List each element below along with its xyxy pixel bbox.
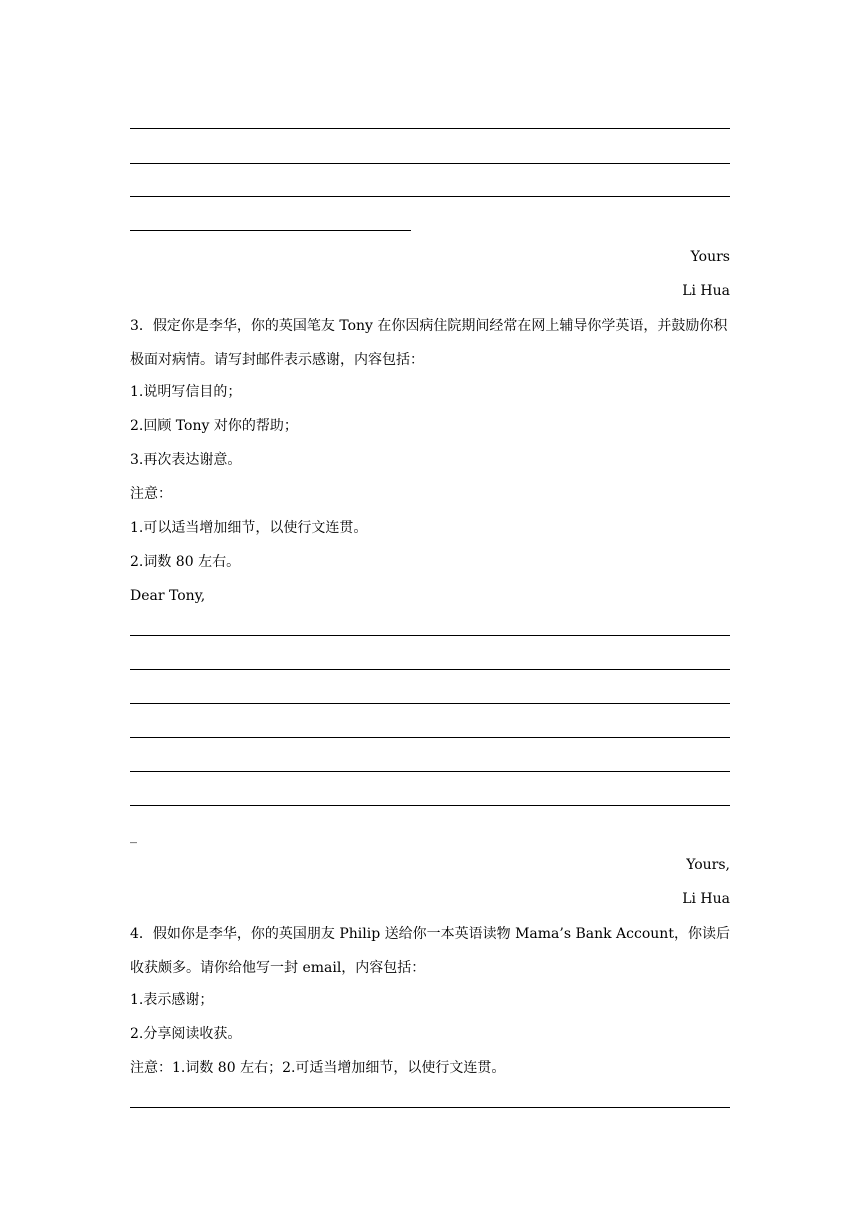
question-4-point-1: 1.表示感谢； xyxy=(130,992,214,1008)
writing-line-short xyxy=(130,230,411,231)
writing-line xyxy=(130,669,730,670)
writing-line xyxy=(130,771,730,772)
question-3-note-1: 1.可以适当增加细节，以使行文连贯。 xyxy=(130,520,368,536)
question-3-note-2: 2.词数 80 左右。 xyxy=(130,554,241,570)
signature: Li Hua xyxy=(682,283,730,299)
writing-line xyxy=(130,737,730,738)
salutation: Dear Tony, xyxy=(130,588,206,604)
question-3-point-3: 3.再次表达谢意。 xyxy=(130,452,242,468)
closing: Yours xyxy=(690,249,730,265)
writing-line xyxy=(130,196,730,197)
writing-line xyxy=(130,805,730,806)
writing-line xyxy=(130,163,730,164)
question-4-note: 注意：1.词数 80 左右；2.可适当增加细节，以使行文连贯。 xyxy=(130,1060,506,1076)
writing-line xyxy=(130,128,730,129)
writing-line-tail: _ xyxy=(130,828,137,844)
closing: Yours, xyxy=(686,857,730,873)
writing-line xyxy=(130,703,730,704)
writing-line xyxy=(130,635,730,636)
writing-line xyxy=(130,1107,730,1108)
question-3-point-1: 1.说明写信目的； xyxy=(130,384,242,400)
question-4-point-2: 2.分享阅读收获。 xyxy=(130,1026,242,1042)
signature: Li Hua xyxy=(682,891,730,907)
question-3-point-2: 2.回顾 Tony 对你的帮助； xyxy=(130,418,298,434)
question-4-prompt: 4．假如你是李华，你的英国朋友 Philip 送给你一本英语读物 Mama’s Bank Account，你读后收获颇多。请你给他写一封 email，内容包括： xyxy=(130,926,730,976)
question-3-note-label: 注意： xyxy=(130,486,172,502)
question-3-prompt: 3．假定你是李华，你的英国笔友 Tony 在你因病住院期间经常在网上辅导你学英语，并鼓励你积极面对病情。请写封邮件表示感谢，内容包括： xyxy=(130,318,728,368)
